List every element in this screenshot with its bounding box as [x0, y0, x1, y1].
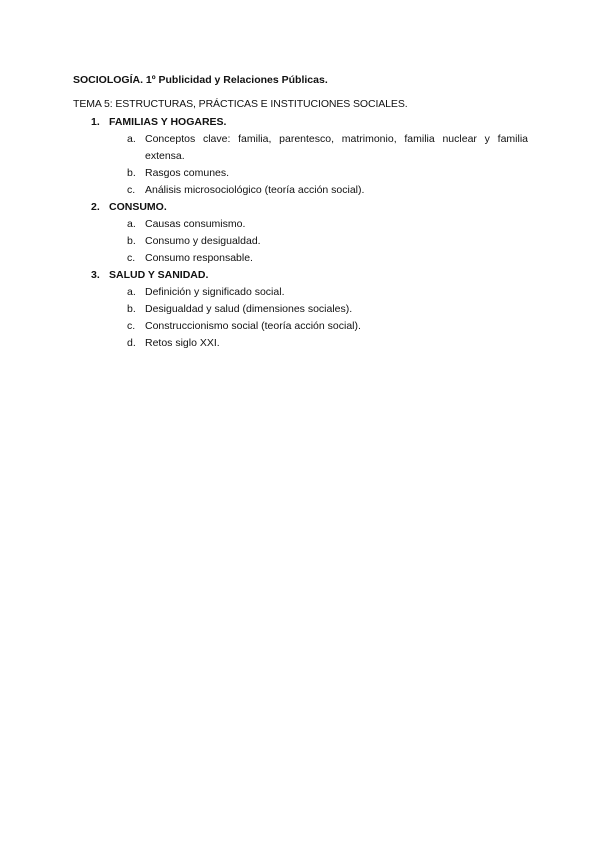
item-letter: b.: [127, 235, 136, 247]
list-item: [73, 335, 528, 352]
list-item: [73, 131, 528, 165]
item-text: Definición y significado social.: [145, 286, 285, 298]
item-text: Conceptos clave: familia, parentesco, matrimonio, familia nuclear y familia extensa.: [145, 133, 528, 162]
section-heading-text: CONSUMO.: [109, 201, 167, 213]
item-letter: a.: [127, 286, 136, 298]
section-heading-text: FAMILIAS Y HOGARES.: [109, 116, 227, 128]
document-content: [73, 72, 528, 352]
list-item: [73, 165, 528, 182]
item-text: Causas consumismo.: [145, 218, 246, 230]
list-item: [73, 182, 528, 199]
list-item: [73, 284, 528, 301]
item-letter: a.: [127, 133, 136, 145]
item-text: Rasgos comunes.: [145, 167, 230, 179]
item-letter: d.: [127, 337, 136, 349]
document-title: SOCIOLOGÍA. 1º Publicidad y Relaciones Públicas.: [73, 74, 328, 86]
topic-title: TEMA 5: ESTRUCTURAS, PRÁCTICAS E INSTITUCIONES SOCIALES.: [73, 98, 408, 110]
section-number: 1.: [91, 116, 100, 128]
section-number: 3.: [91, 269, 100, 281]
section-heading: [73, 114, 528, 131]
section-heading: [73, 199, 528, 216]
list-item: [73, 250, 528, 267]
list-item: [73, 318, 528, 335]
item-letter: c.: [127, 184, 136, 196]
item-text: Desigualdad y salud (dimensiones sociales).: [145, 303, 353, 315]
section-number: 2.: [91, 201, 100, 213]
section-heading-text: SALUD Y SANIDAD.: [109, 269, 209, 281]
item-text: Retos siglo XXI.: [145, 337, 220, 349]
list-item: [73, 301, 528, 318]
item-text: Consumo responsable.: [145, 252, 253, 264]
item-text: Construccionismo social (teoría acción social).: [145, 320, 361, 332]
item-letter: b.: [127, 303, 136, 315]
item-letter: c.: [127, 252, 136, 264]
item-letter: c.: [127, 320, 136, 332]
list-item: [73, 233, 528, 250]
section-familias: [73, 114, 528, 199]
section-heading: [73, 267, 528, 284]
item-text: Análisis microsociológico (teoría acción social).: [145, 184, 365, 196]
item-letter: a.: [127, 218, 136, 230]
item-letter: b.: [127, 167, 136, 179]
item-text: Consumo y desigualdad.: [145, 235, 261, 247]
section-salud: [73, 267, 528, 352]
list-item: [73, 216, 528, 233]
section-consumo: [73, 199, 528, 267]
